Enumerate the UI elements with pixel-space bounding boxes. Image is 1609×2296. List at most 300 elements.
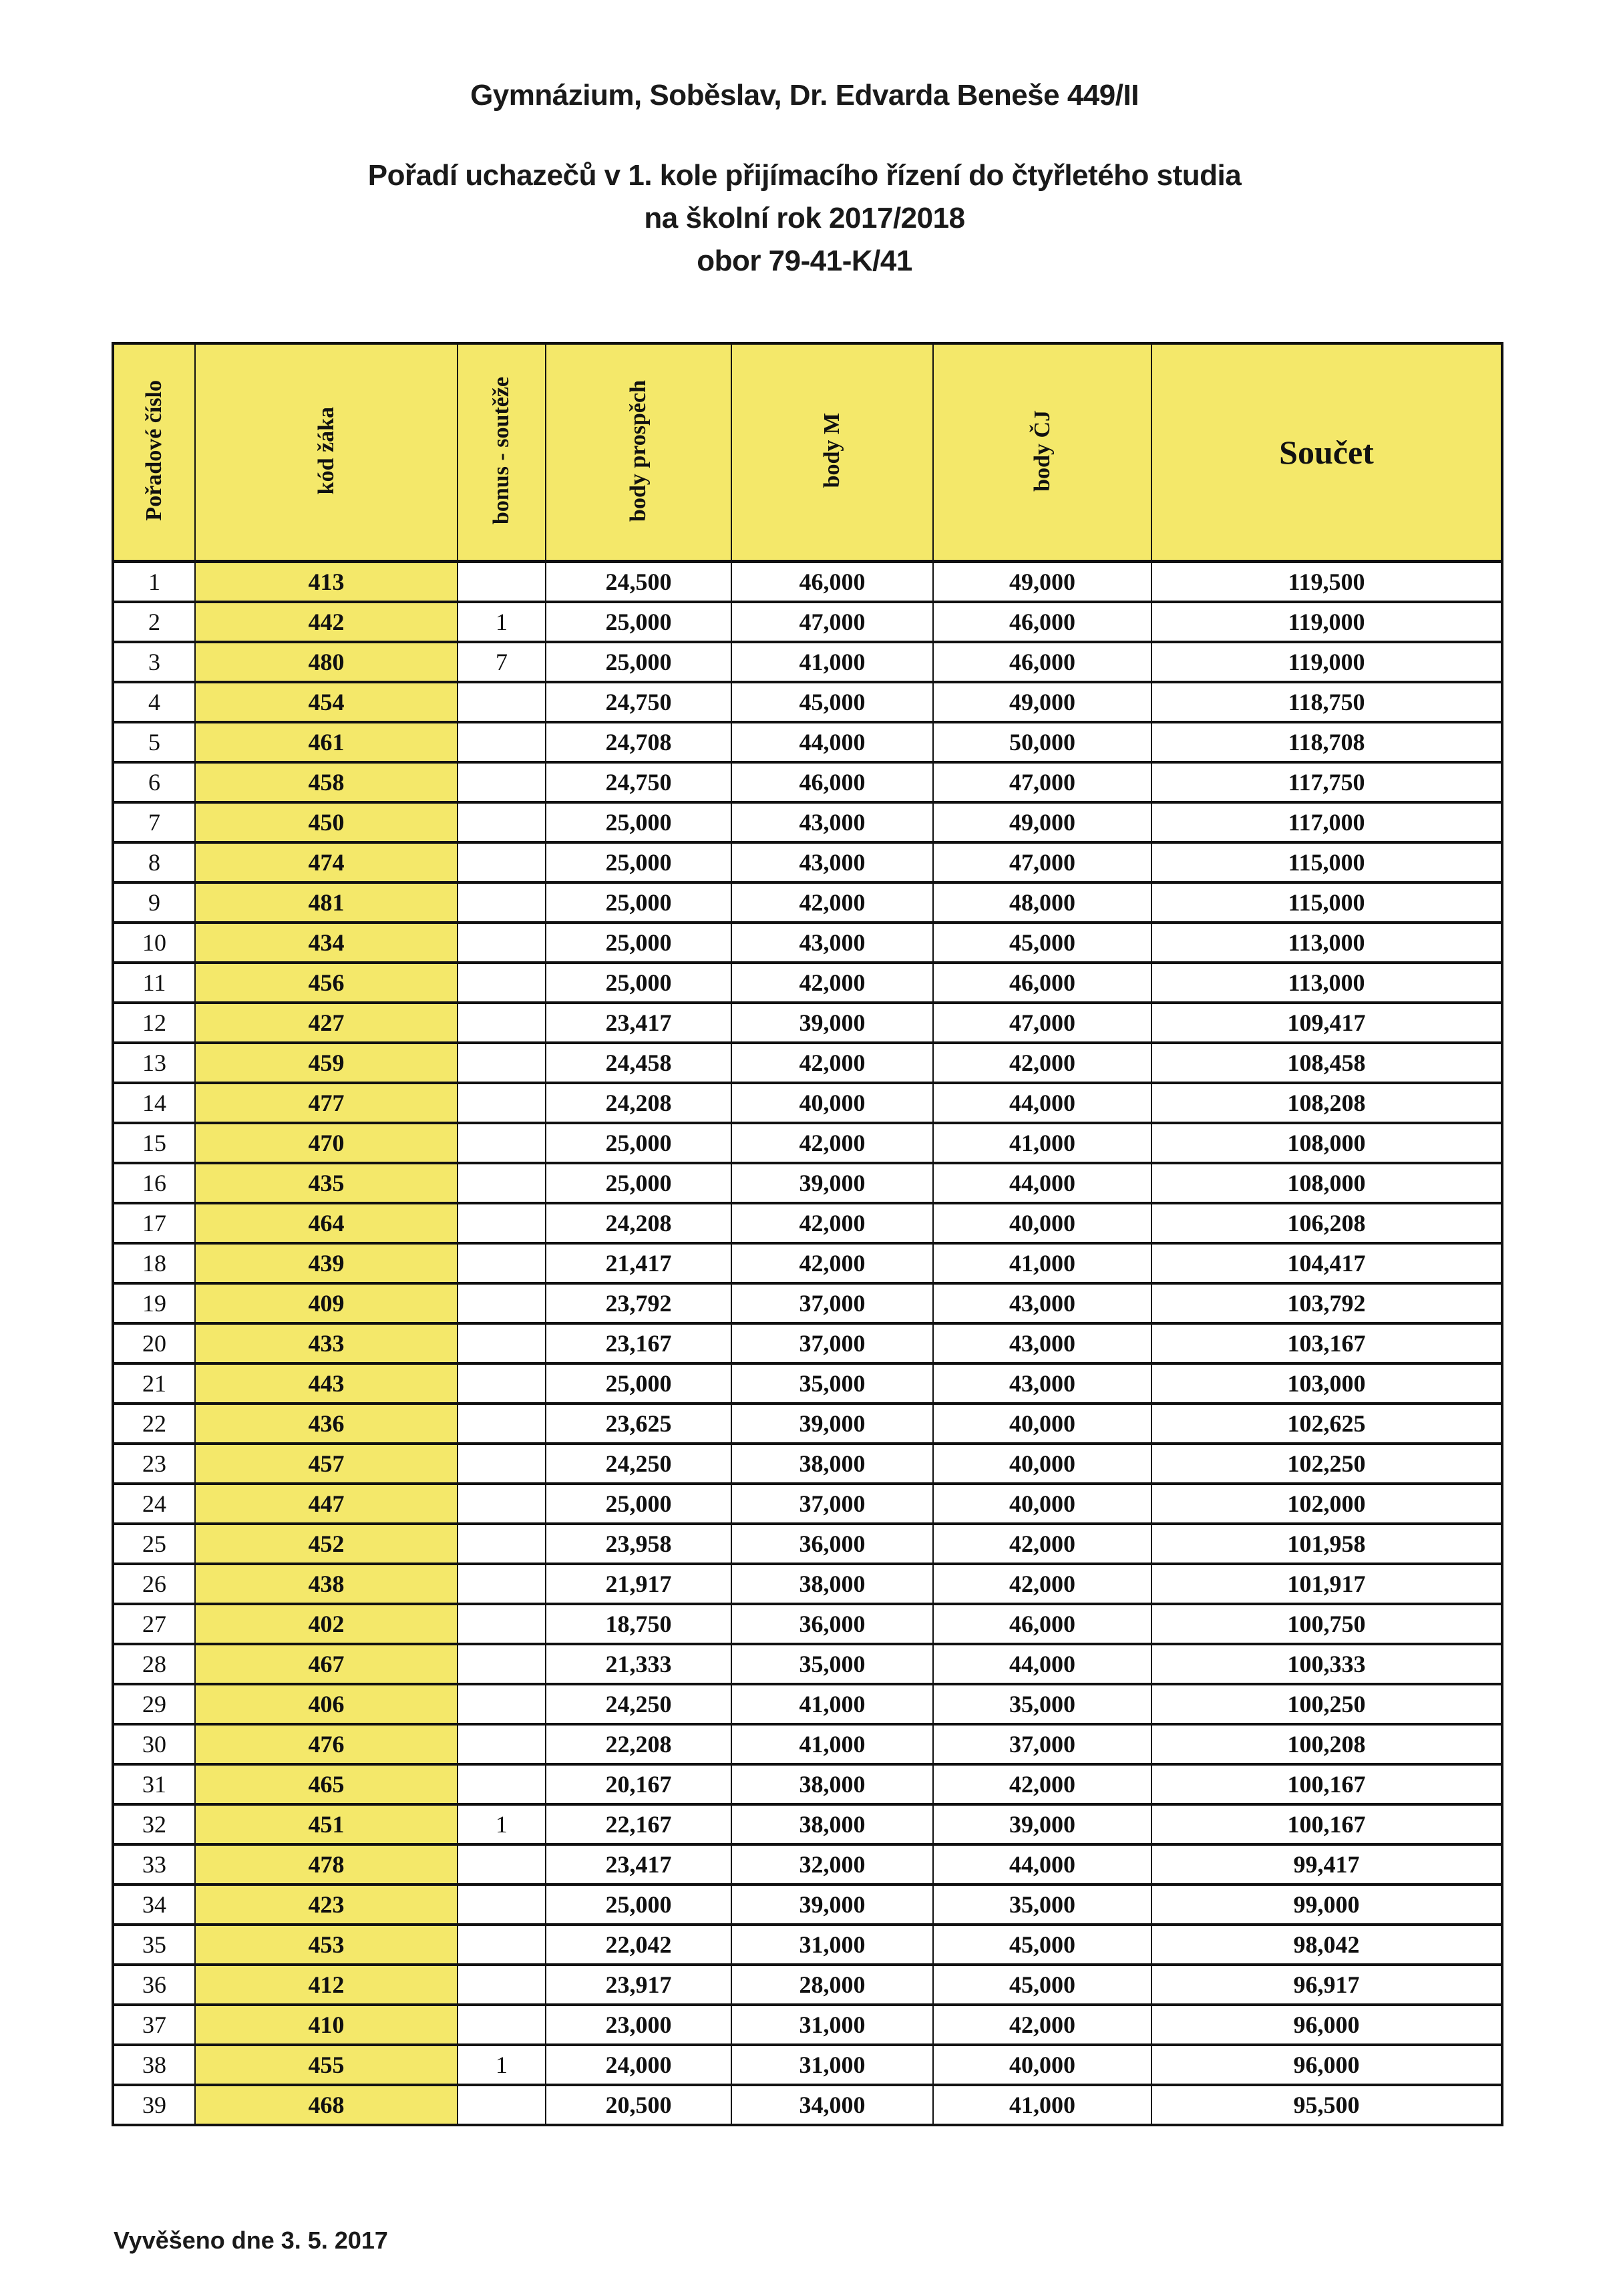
math-points-cell: 28,000 bbox=[731, 1965, 933, 2005]
grades-points-cell: 18,750 bbox=[546, 1604, 731, 1644]
math-points-cell: 39,000 bbox=[731, 1163, 933, 1203]
math-points-cell: 43,000 bbox=[731, 802, 933, 842]
bonus-cell bbox=[458, 1564, 546, 1604]
czech-points-cell: 42,000 bbox=[933, 1043, 1151, 1083]
math-points-cell: 31,000 bbox=[731, 2005, 933, 2045]
table-row bbox=[113, 1484, 1502, 1524]
grades-points-cell: 21,417 bbox=[546, 1243, 731, 1283]
table-row bbox=[113, 1564, 1502, 1604]
grades-points-cell: 24,708 bbox=[546, 722, 731, 762]
grades-points-cell: 24,208 bbox=[546, 1083, 731, 1123]
czech-points-cell: 48,000 bbox=[933, 882, 1151, 923]
czech-points-cell: 46,000 bbox=[933, 602, 1151, 642]
czech-points-cell: 49,000 bbox=[933, 682, 1151, 722]
student-code-cell: 455 bbox=[195, 2045, 458, 2085]
student-code-cell: 452 bbox=[195, 1524, 458, 1564]
grades-points-cell: 23,000 bbox=[546, 2005, 731, 2045]
table-row bbox=[113, 642, 1502, 682]
rank-cell: 10 bbox=[113, 923, 195, 963]
grades-points-cell: 24,250 bbox=[546, 1444, 731, 1484]
total-cell: 100,208 bbox=[1151, 1724, 1502, 1764]
rank-cell: 17 bbox=[113, 1203, 195, 1243]
table-row bbox=[113, 1844, 1502, 1884]
rank-cell: 3 bbox=[113, 642, 195, 682]
czech-points-cell: 45,000 bbox=[933, 923, 1151, 963]
column-header-student-code: kód žáka bbox=[195, 343, 458, 562]
math-points-cell: 36,000 bbox=[731, 1524, 933, 1564]
rank-cell: 26 bbox=[113, 1564, 195, 1604]
rank-cell: 30 bbox=[113, 1724, 195, 1764]
grades-points-cell: 21,917 bbox=[546, 1564, 731, 1604]
school-year: na školní rok 2017/2018 bbox=[644, 202, 965, 234]
grades-points-cell: 23,625 bbox=[546, 1404, 731, 1444]
bonus-cell bbox=[458, 762, 546, 802]
bonus-cell bbox=[458, 1604, 546, 1644]
table-row bbox=[113, 762, 1502, 802]
total-cell: 99,000 bbox=[1151, 1884, 1502, 1925]
grades-points-cell: 24,208 bbox=[546, 1203, 731, 1243]
student-code-cell: 480 bbox=[195, 642, 458, 682]
total-cell: 118,750 bbox=[1151, 682, 1502, 722]
rank-cell: 5 bbox=[113, 722, 195, 762]
column-header-grades-points: body prospěch bbox=[546, 343, 731, 562]
table-row bbox=[113, 2085, 1502, 2125]
total-cell: 103,000 bbox=[1151, 1363, 1502, 1404]
student-code-cell: 402 bbox=[195, 1604, 458, 1644]
math-points-cell: 38,000 bbox=[731, 1764, 933, 1804]
bonus-cell bbox=[458, 1404, 546, 1444]
student-code-cell: 427 bbox=[195, 1003, 458, 1043]
total-cell: 101,917 bbox=[1151, 1564, 1502, 1604]
czech-points-cell: 37,000 bbox=[933, 1724, 1151, 1764]
table-row bbox=[113, 722, 1502, 762]
math-points-cell: 38,000 bbox=[731, 1444, 933, 1484]
total-cell: 100,750 bbox=[1151, 1604, 1502, 1644]
total-cell: 117,000 bbox=[1151, 802, 1502, 842]
column-header-czech-points: body ČJ bbox=[933, 343, 1151, 562]
table-row bbox=[113, 1724, 1502, 1764]
student-code-cell: 467 bbox=[195, 1644, 458, 1684]
total-cell: 96,000 bbox=[1151, 2005, 1502, 2045]
student-code-cell: 481 bbox=[195, 882, 458, 923]
rank-cell: 2 bbox=[113, 602, 195, 642]
bonus-cell bbox=[458, 1283, 546, 1323]
table-row bbox=[113, 1684, 1502, 1724]
student-code-cell: 413 bbox=[195, 562, 458, 603]
grades-points-cell: 25,000 bbox=[546, 602, 731, 642]
czech-points-cell: 40,000 bbox=[933, 1484, 1151, 1524]
total-cell: 108,000 bbox=[1151, 1123, 1502, 1163]
total-cell: 99,417 bbox=[1151, 1844, 1502, 1884]
student-code-cell: 453 bbox=[195, 1925, 458, 1965]
table-row bbox=[113, 682, 1502, 722]
student-code-cell: 436 bbox=[195, 1404, 458, 1444]
student-code-cell: 433 bbox=[195, 1323, 458, 1363]
grades-points-cell: 25,000 bbox=[546, 1484, 731, 1524]
table-row bbox=[113, 1043, 1502, 1083]
total-cell: 119,000 bbox=[1151, 642, 1502, 682]
rank-cell: 32 bbox=[113, 1804, 195, 1844]
total-cell: 102,625 bbox=[1151, 1404, 1502, 1444]
rank-cell: 38 bbox=[113, 2045, 195, 2085]
grades-points-cell: 24,750 bbox=[546, 762, 731, 802]
table-header-row bbox=[113, 343, 1502, 562]
table-row bbox=[113, 1965, 1502, 2005]
math-points-cell: 31,000 bbox=[731, 2045, 933, 2085]
rank-cell: 35 bbox=[113, 1925, 195, 1965]
grades-points-cell: 22,208 bbox=[546, 1724, 731, 1764]
czech-points-cell: 45,000 bbox=[933, 1925, 1151, 1965]
math-points-cell: 42,000 bbox=[731, 1243, 933, 1283]
table-row bbox=[113, 1604, 1502, 1644]
total-cell: 119,000 bbox=[1151, 602, 1502, 642]
total-cell: 100,250 bbox=[1151, 1684, 1502, 1724]
total-cell: 102,000 bbox=[1151, 1484, 1502, 1524]
grades-points-cell: 24,500 bbox=[546, 562, 731, 603]
czech-points-cell: 45,000 bbox=[933, 1965, 1151, 2005]
math-points-cell: 38,000 bbox=[731, 1564, 933, 1604]
student-code-cell: 457 bbox=[195, 1444, 458, 1484]
rank-cell: 23 bbox=[113, 1444, 195, 1484]
grades-points-cell: 25,000 bbox=[546, 802, 731, 842]
rank-cell: 16 bbox=[113, 1163, 195, 1203]
student-code-cell: 465 bbox=[195, 1764, 458, 1804]
table-body bbox=[113, 562, 1502, 2126]
bonus-cell bbox=[458, 1844, 546, 1884]
czech-points-cell: 43,000 bbox=[933, 1283, 1151, 1323]
bonus-cell bbox=[458, 1243, 546, 1283]
total-cell: 102,250 bbox=[1151, 1444, 1502, 1484]
math-points-cell: 35,000 bbox=[731, 1644, 933, 1684]
grades-points-cell: 25,000 bbox=[546, 923, 731, 963]
czech-points-cell: 46,000 bbox=[933, 1604, 1151, 1644]
grades-points-cell: 23,167 bbox=[546, 1323, 731, 1363]
student-code-cell: 451 bbox=[195, 1804, 458, 1844]
czech-points-cell: 39,000 bbox=[933, 1804, 1151, 1844]
student-code-cell: 458 bbox=[195, 762, 458, 802]
math-points-cell: 32,000 bbox=[731, 1844, 933, 1884]
rank-cell: 11 bbox=[113, 963, 195, 1003]
total-cell: 103,792 bbox=[1151, 1283, 1502, 1323]
math-points-cell: 43,000 bbox=[731, 923, 933, 963]
rank-cell: 4 bbox=[113, 682, 195, 722]
bonus-cell: 1 bbox=[458, 1804, 546, 1844]
czech-points-cell: 41,000 bbox=[933, 2085, 1151, 2125]
czech-points-cell: 42,000 bbox=[933, 1564, 1151, 1604]
rank-cell: 37 bbox=[113, 2005, 195, 2045]
czech-points-cell: 44,000 bbox=[933, 1163, 1151, 1203]
student-code-cell: 442 bbox=[195, 602, 458, 642]
student-code-cell: 438 bbox=[195, 1564, 458, 1604]
student-code-cell: 478 bbox=[195, 1844, 458, 1884]
student-code-cell: 443 bbox=[195, 1363, 458, 1404]
grades-points-cell: 25,000 bbox=[546, 882, 731, 923]
math-points-cell: 42,000 bbox=[731, 1123, 933, 1163]
total-cell: 101,958 bbox=[1151, 1524, 1502, 1564]
student-code-cell: 468 bbox=[195, 2085, 458, 2125]
grades-points-cell: 23,917 bbox=[546, 1965, 731, 2005]
rank-cell: 19 bbox=[113, 1283, 195, 1323]
czech-points-cell: 40,000 bbox=[933, 1444, 1151, 1484]
results-table bbox=[112, 342, 1503, 2126]
total-cell: 96,917 bbox=[1151, 1965, 1502, 2005]
bonus-cell bbox=[458, 1524, 546, 1564]
grades-points-cell: 25,000 bbox=[546, 963, 731, 1003]
grades-points-cell: 23,958 bbox=[546, 1524, 731, 1564]
bonus-cell bbox=[458, 882, 546, 923]
bonus-cell bbox=[458, 802, 546, 842]
czech-points-cell: 50,000 bbox=[933, 722, 1151, 762]
posted-date: Vyvěšeno dne 3. 5. 2017 bbox=[114, 2227, 388, 2254]
table-row bbox=[113, 1083, 1502, 1123]
rank-cell: 36 bbox=[113, 1965, 195, 2005]
student-code-cell: 435 bbox=[195, 1163, 458, 1203]
total-cell: 108,208 bbox=[1151, 1083, 1502, 1123]
rank-cell: 12 bbox=[113, 1003, 195, 1043]
grades-points-cell: 23,417 bbox=[546, 1003, 731, 1043]
math-points-cell: 37,000 bbox=[731, 1484, 933, 1524]
grades-points-cell: 25,000 bbox=[546, 1884, 731, 1925]
czech-points-cell: 42,000 bbox=[933, 2005, 1151, 2045]
table-row bbox=[113, 602, 1502, 642]
total-cell: 117,750 bbox=[1151, 762, 1502, 802]
student-code-cell: 447 bbox=[195, 1484, 458, 1524]
czech-points-cell: 35,000 bbox=[933, 1684, 1151, 1724]
czech-points-cell: 44,000 bbox=[933, 1083, 1151, 1123]
student-code-cell: 454 bbox=[195, 682, 458, 722]
rank-cell: 21 bbox=[113, 1363, 195, 1404]
math-points-cell: 42,000 bbox=[731, 1203, 933, 1243]
rank-cell: 31 bbox=[113, 1764, 195, 1804]
grades-points-cell: 25,000 bbox=[546, 1163, 731, 1203]
bonus-cell bbox=[458, 1123, 546, 1163]
czech-points-cell: 49,000 bbox=[933, 802, 1151, 842]
grades-points-cell: 25,000 bbox=[546, 1363, 731, 1404]
table-row bbox=[113, 882, 1502, 923]
student-code-cell: 434 bbox=[195, 923, 458, 963]
math-points-cell: 45,000 bbox=[731, 682, 933, 722]
student-code-cell: 456 bbox=[195, 963, 458, 1003]
rank-cell: 24 bbox=[113, 1484, 195, 1524]
czech-points-cell: 43,000 bbox=[933, 1323, 1151, 1363]
rank-cell: 13 bbox=[113, 1043, 195, 1083]
rank-cell: 29 bbox=[113, 1684, 195, 1724]
math-points-cell: 40,000 bbox=[731, 1083, 933, 1123]
student-code-cell: 459 bbox=[195, 1043, 458, 1083]
math-points-cell: 46,000 bbox=[731, 562, 933, 603]
total-cell: 118,708 bbox=[1151, 722, 1502, 762]
bonus-cell bbox=[458, 1444, 546, 1484]
table-row bbox=[113, 1404, 1502, 1444]
column-header-total: Součet bbox=[1151, 343, 1502, 562]
czech-points-cell: 46,000 bbox=[933, 642, 1151, 682]
document-title: Pořadí uchazečů v 1. kole přijímacího řízení do čtyřletého studia bbox=[367, 159, 1242, 192]
czech-points-cell: 40,000 bbox=[933, 1203, 1151, 1243]
column-header-math-points: body M bbox=[731, 343, 933, 562]
bonus-cell bbox=[458, 682, 546, 722]
math-points-cell: 42,000 bbox=[731, 1043, 933, 1083]
bonus-cell bbox=[458, 923, 546, 963]
total-cell: 103,167 bbox=[1151, 1323, 1502, 1363]
math-points-cell: 35,000 bbox=[731, 1363, 933, 1404]
czech-points-cell: 43,000 bbox=[933, 1363, 1151, 1404]
math-points-cell: 44,000 bbox=[731, 722, 933, 762]
bonus-cell bbox=[458, 1965, 546, 2005]
czech-points-cell: 41,000 bbox=[933, 1243, 1151, 1283]
student-code-cell: 439 bbox=[195, 1243, 458, 1283]
rank-cell: 8 bbox=[113, 842, 195, 882]
table-row bbox=[113, 842, 1502, 882]
student-code-cell: 409 bbox=[195, 1283, 458, 1323]
czech-points-cell: 44,000 bbox=[933, 1644, 1151, 1684]
math-points-cell: 43,000 bbox=[731, 842, 933, 882]
czech-points-cell: 42,000 bbox=[933, 1764, 1151, 1804]
grades-points-cell: 24,458 bbox=[546, 1043, 731, 1083]
student-code-cell: 406 bbox=[195, 1684, 458, 1724]
bonus-cell bbox=[458, 1644, 546, 1684]
student-code-cell: 461 bbox=[195, 722, 458, 762]
total-cell: 95,500 bbox=[1151, 2085, 1502, 2125]
czech-points-cell: 40,000 bbox=[933, 2045, 1151, 2085]
math-points-cell: 41,000 bbox=[731, 1684, 933, 1724]
total-cell: 113,000 bbox=[1151, 923, 1502, 963]
table-row bbox=[113, 1764, 1502, 1804]
total-cell: 98,042 bbox=[1151, 1925, 1502, 1965]
bonus-cell bbox=[458, 2085, 546, 2125]
table-row bbox=[113, 2005, 1502, 2045]
column-header-bonus: bonus - soutěže bbox=[458, 343, 546, 562]
table-row bbox=[113, 1444, 1502, 1484]
bonus-cell: 1 bbox=[458, 602, 546, 642]
rank-cell: 39 bbox=[113, 2085, 195, 2125]
math-points-cell: 42,000 bbox=[731, 963, 933, 1003]
table-row bbox=[113, 923, 1502, 963]
math-points-cell: 46,000 bbox=[731, 762, 933, 802]
total-cell: 108,000 bbox=[1151, 1163, 1502, 1203]
table-row bbox=[113, 1644, 1502, 1684]
rank-cell: 27 bbox=[113, 1604, 195, 1644]
total-cell: 119,500 bbox=[1151, 562, 1502, 603]
rank-cell: 28 bbox=[113, 1644, 195, 1684]
total-cell: 106,208 bbox=[1151, 1203, 1502, 1243]
table-row bbox=[113, 1243, 1502, 1283]
grades-points-cell: 24,750 bbox=[546, 682, 731, 722]
total-cell: 104,417 bbox=[1151, 1243, 1502, 1283]
total-cell: 96,000 bbox=[1151, 2045, 1502, 2085]
total-cell: 100,167 bbox=[1151, 1804, 1502, 1844]
bonus-cell bbox=[458, 1203, 546, 1243]
table-row bbox=[113, 562, 1502, 603]
bonus-cell bbox=[458, 722, 546, 762]
bonus-cell bbox=[458, 1363, 546, 1404]
student-code-cell: 477 bbox=[195, 1083, 458, 1123]
grades-points-cell: 24,250 bbox=[546, 1684, 731, 1724]
rank-cell: 22 bbox=[113, 1404, 195, 1444]
grades-points-cell: 23,417 bbox=[546, 1844, 731, 1884]
bonus-cell: 1 bbox=[458, 2045, 546, 2085]
total-cell: 100,333 bbox=[1151, 1644, 1502, 1684]
bonus-cell bbox=[458, 842, 546, 882]
rank-cell: 25 bbox=[113, 1524, 195, 1564]
rank-cell: 33 bbox=[113, 1844, 195, 1884]
rank-cell: 9 bbox=[113, 882, 195, 923]
rank-cell: 15 bbox=[113, 1123, 195, 1163]
math-points-cell: 38,000 bbox=[731, 1804, 933, 1844]
bonus-cell bbox=[458, 1163, 546, 1203]
table-row bbox=[113, 1363, 1502, 1404]
czech-points-cell: 40,000 bbox=[933, 1404, 1151, 1444]
bonus-cell bbox=[458, 1764, 546, 1804]
table-row bbox=[113, 1203, 1502, 1243]
math-points-cell: 39,000 bbox=[731, 1003, 933, 1043]
table-row bbox=[113, 1283, 1502, 1323]
grades-points-cell: 20,500 bbox=[546, 2085, 731, 2125]
table-row bbox=[113, 2045, 1502, 2085]
grades-points-cell: 24,000 bbox=[546, 2045, 731, 2085]
rank-cell: 6 bbox=[113, 762, 195, 802]
field-of-study: obor 79-41-K/41 bbox=[697, 244, 912, 277]
rank-cell: 18 bbox=[113, 1243, 195, 1283]
grades-points-cell: 21,333 bbox=[546, 1644, 731, 1684]
grades-points-cell: 25,000 bbox=[546, 1123, 731, 1163]
grades-points-cell: 22,167 bbox=[546, 1804, 731, 1844]
bonus-cell bbox=[458, 2005, 546, 2045]
bonus-cell bbox=[458, 963, 546, 1003]
czech-points-cell: 42,000 bbox=[933, 1524, 1151, 1564]
math-points-cell: 37,000 bbox=[731, 1283, 933, 1323]
table-row bbox=[113, 1524, 1502, 1564]
math-points-cell: 39,000 bbox=[731, 1884, 933, 1925]
student-code-cell: 423 bbox=[195, 1884, 458, 1925]
grades-points-cell: 25,000 bbox=[546, 642, 731, 682]
grades-points-cell: 20,167 bbox=[546, 1764, 731, 1804]
bonus-cell: 7 bbox=[458, 642, 546, 682]
table-row bbox=[113, 1123, 1502, 1163]
czech-points-cell: 35,000 bbox=[933, 1884, 1151, 1925]
rank-cell: 1 bbox=[113, 562, 195, 603]
math-points-cell: 42,000 bbox=[731, 882, 933, 923]
student-code-cell: 410 bbox=[195, 2005, 458, 2045]
table-row bbox=[113, 963, 1502, 1003]
math-points-cell: 41,000 bbox=[731, 1724, 933, 1764]
rank-cell: 20 bbox=[113, 1323, 195, 1363]
table-row bbox=[113, 1323, 1502, 1363]
bonus-cell bbox=[458, 1323, 546, 1363]
student-code-cell: 450 bbox=[195, 802, 458, 842]
bonus-cell bbox=[458, 1043, 546, 1083]
bonus-cell bbox=[458, 1484, 546, 1524]
math-points-cell: 36,000 bbox=[731, 1604, 933, 1644]
rank-cell: 14 bbox=[113, 1083, 195, 1123]
math-points-cell: 39,000 bbox=[731, 1404, 933, 1444]
table-row bbox=[113, 802, 1502, 842]
bonus-cell bbox=[458, 1083, 546, 1123]
student-code-cell: 474 bbox=[195, 842, 458, 882]
table-row bbox=[113, 1003, 1502, 1043]
math-points-cell: 41,000 bbox=[731, 642, 933, 682]
math-points-cell: 34,000 bbox=[731, 2085, 933, 2125]
total-cell: 108,458 bbox=[1151, 1043, 1502, 1083]
table-row bbox=[113, 1884, 1502, 1925]
table-row bbox=[113, 1925, 1502, 1965]
bonus-cell bbox=[458, 1884, 546, 1925]
student-code-cell: 470 bbox=[195, 1123, 458, 1163]
rank-cell: 7 bbox=[113, 802, 195, 842]
table-row bbox=[113, 1163, 1502, 1203]
math-points-cell: 37,000 bbox=[731, 1323, 933, 1363]
rank-cell: 34 bbox=[113, 1884, 195, 1925]
bonus-cell bbox=[458, 1724, 546, 1764]
